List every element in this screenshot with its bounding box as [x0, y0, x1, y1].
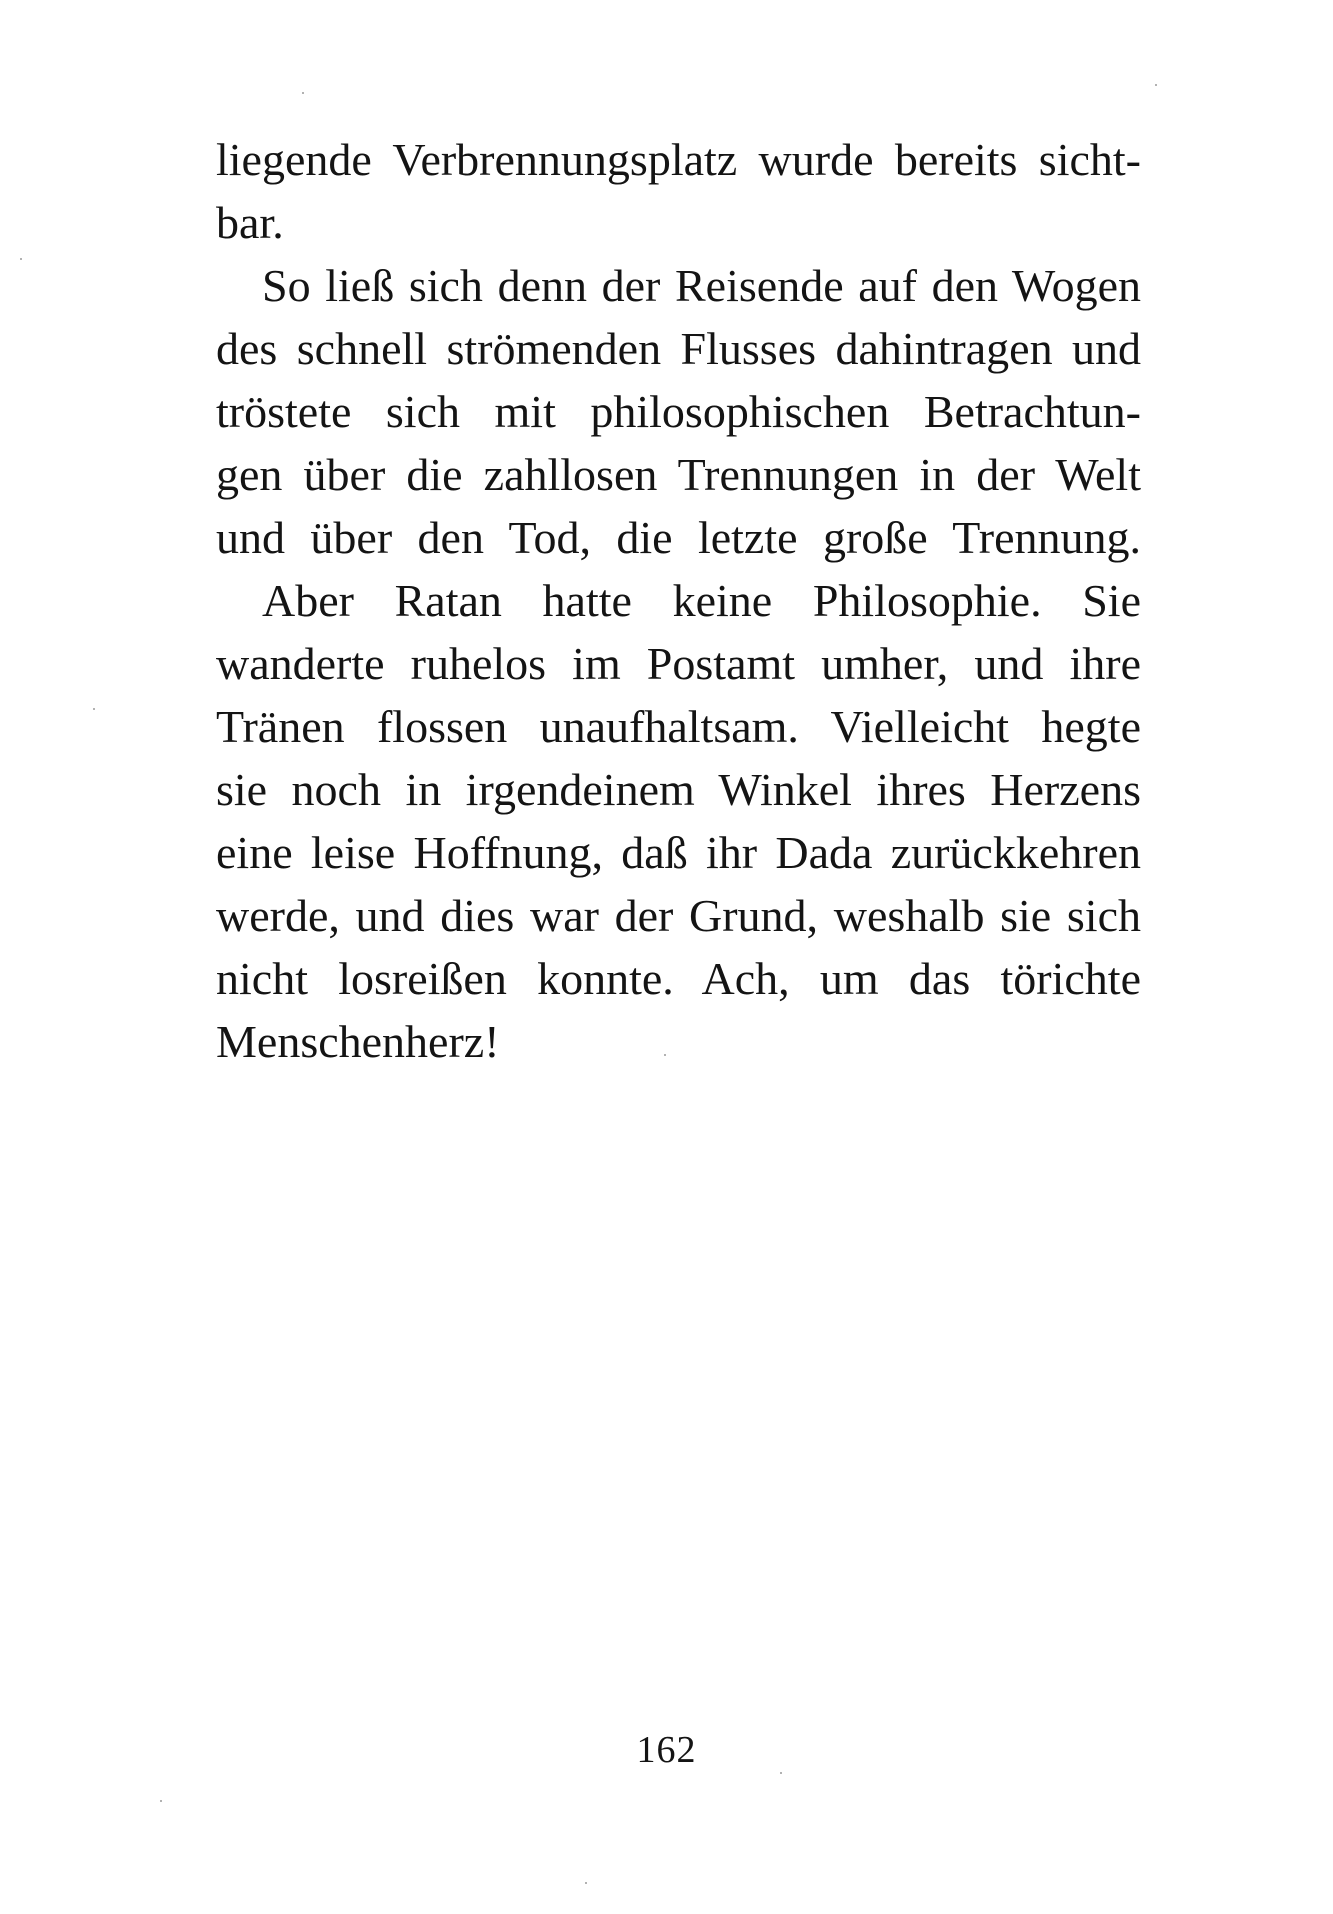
text-line: Tränen flossen unaufhaltsam. Vielleicht hegte	[216, 701, 1141, 752]
text-line: nicht losreißen konnte. Ach, um das törichte	[216, 953, 1141, 1004]
text-line: Aber Ratan hatte keine Philosophie. Sie	[262, 575, 1141, 626]
scan-speck	[585, 1882, 587, 1884]
text-line: tröstete sich mit philosophischen Betrachtun-	[216, 386, 1141, 437]
scan-speck	[780, 1772, 782, 1774]
scan-speck	[664, 1054, 666, 1056]
scan-speck	[1155, 84, 1157, 86]
scan-speck	[93, 708, 95, 710]
text-line: bar.	[216, 197, 284, 248]
text-line: Menschenherz!	[216, 1016, 500, 1067]
text-line: wanderte ruhelos im Postamt umher, und ihre	[216, 638, 1141, 689]
scan-speck	[20, 258, 22, 260]
text-line: gen über die zahllosen Trennungen in der Welt	[216, 449, 1141, 500]
text-line: eine leise Hoffnung, daß ihr Dada zurückkehren	[216, 827, 1141, 878]
body-text	[216, 128, 1141, 1073]
text-line: und über den Tod, die letzte große Trennung.	[216, 512, 1141, 563]
text-line: liegende Verbrennungsplatz wurde bereits sicht-	[216, 134, 1141, 185]
scan-speck	[160, 1800, 162, 1802]
text-line: So ließ sich denn der Reisende auf den Wogen	[262, 260, 1141, 311]
text-line: des schnell strömenden Flusses dahintragen und	[216, 323, 1141, 374]
text-line: sie noch in irgendeinem Winkel ihres Herzens	[216, 764, 1141, 815]
text-line: werde, und dies war der Grund, weshalb sie sich	[216, 890, 1141, 941]
scan-speck	[302, 92, 304, 94]
page-number: 162	[636, 1729, 697, 1771]
